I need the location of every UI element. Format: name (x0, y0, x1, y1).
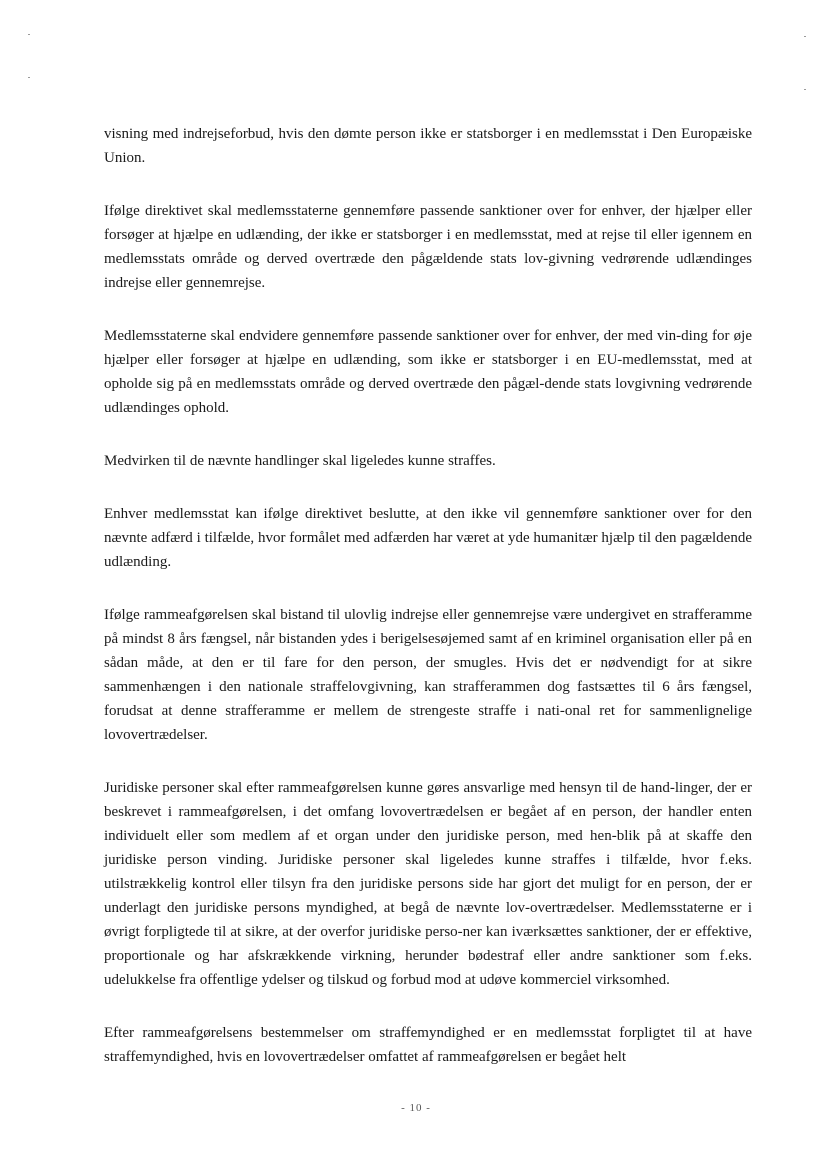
document-page (104, 122, 752, 1098)
paragraph-7: Juridiske personer skal efter rammeafgørelsen kunne gøres ansvarlige med hensyn til de hand-linger, der er beskrevet i rammeafgørelsen, i det omfang lovovertrædelsen er begået af en person, der handler enten individuelt eller som medlem af et organ under den juridiske person, med hen-blik på at skaffe den juridiske person vinding. Juridiske personer skal ligeledes kunne straffes i tilfælde, hvor f.eks. utilstrækkelig kontrol eller tilsyn fra den juridiske persons side har gjort det muligt for en person, der er underlagt den juridiske persons myndighed, at begå de nævnte lov-overtrædelser. Medlemsstaterne er i øvrigt forpligtede til at sikre, at der overfor juridiske perso-ner kan iværksættes sanktioner, der er effektive, proportionale og har afskrækkende virkning, herunder bødestraf eller andre sanktioner som f.eks. udelukkelse fra offentlige ydelser og tilskud og forbud mod at udøve kommerciel virksomhed. (104, 780, 752, 988)
scan-speck (28, 34, 30, 35)
scan-speck (28, 77, 30, 78)
paragraph-8: Efter rammeafgørelsens bestemmelser om straffemyndighed er en medlemsstat forpligtet til at have straffemyndighed, hvis en lovovertrædelser omfattet af rammeafgørelsen er begået helt (104, 1025, 752, 1065)
paragraph-1: visning med indrejseforbud, hvis den dømte person ikke er statsborger i en medlemsstat i Den Europæiske Union. (104, 126, 752, 166)
scan-speck (804, 36, 806, 37)
paragraph-5: Enhver medlemsstat kan ifølge direktivet beslutte, at den ikke vil gennemføre sanktioner over for den nævnte adfærd i tilfælde, hvor formålet med adfærden har været at yde humanitær hjælp til den pagældende udlænding. (104, 506, 752, 570)
paragraph-2: Ifølge direktivet skal medlemsstaterne gennemføre passende sanktioner over for enhver, der hjælper eller forsøger at hjælpe en udlænding, der ikke er statsborger i en medlemsstat, med at rejse til eller igennem en medlemsstats område og derved overtræde den pågældende stats lov-givning vedrørende udlændinges indrejse eller gennemrejse. (104, 203, 752, 291)
paragraph-6: Ifølge rammeafgørelsen skal bistand til ulovlig indrejse eller gennemrejse være undergivet en strafferamme på mindst 8 års fængsel, når bistanden ydes i berigelsesøjemed samt af en kriminel organisation eller på en sådan måde, at den er til fare for den person, der smugles. Hvis det er nødvendigt for at sikre sammenhængen i den nationale straffelovgivning, kan strafferammen dog fastsættes til 6 års fængsel, forudsat at denne strafferamme er mellem de strengeste straffe i nati-onal ret for sammenlignelige lovovertrædelser. (104, 607, 752, 743)
scan-speck (804, 89, 806, 90)
paragraph-3: Medlemsstaterne skal endvidere gennemføre passende sanktioner over for enhver, der med vin-ding for øje hjælper eller forsøger at hjælpe en udlænding, som ikke er statsborger i en EU-medlemsstat, med at opholde sig på en medlemsstats område og derved overtræde den pågæl-dende stats lovgivning vedrørende udlændinges ophold. (104, 328, 752, 416)
page-number: - 10 - (401, 1102, 431, 1114)
paragraph-4: Medvirken til de nævnte handlinger skal ligeledes kunne straffes. (104, 453, 496, 469)
